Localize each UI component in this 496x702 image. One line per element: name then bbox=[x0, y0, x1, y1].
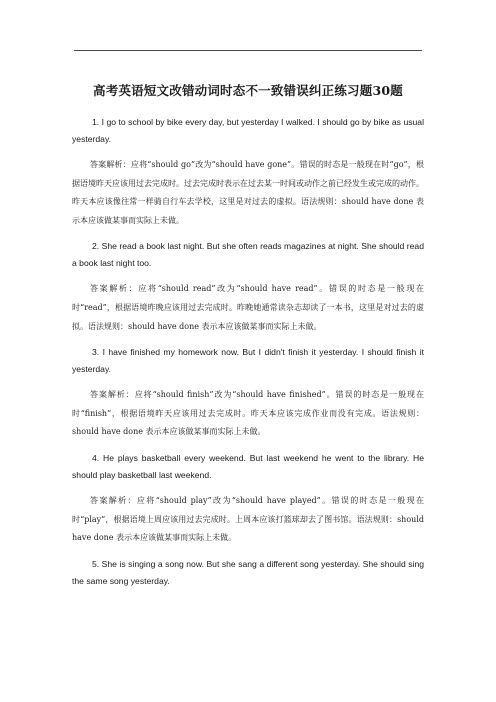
header-rule bbox=[74, 50, 422, 51]
question-1: 1. I go to school by bike every day, but yesterday I walked. I should go by bike as usual yesterday. bbox=[72, 117, 424, 144]
answer-4: 答案解析：应将“should play”改为“should have played”。错误的时态是一般现在时“play”，根据语境上周应该用过去完成时。上周本应该打篮球却去了图书馆。语法规则：should have done 表示本应该做某事而实际上未做。 bbox=[72, 495, 424, 543]
question-5: 5. She is singing a song now. But she sang a different song yesterday. She should sing the same song yesterday. bbox=[72, 558, 424, 586]
document-body bbox=[72, 114, 424, 598]
question-4: 4. He plays basketball every weekend. But last weekend he went to the library. He should play basketball last weekend. bbox=[72, 452, 424, 480]
answer-2: 答案解析：应将“should read”改为“should have read”。错误的时态是一般现在时“read”，根据语境昨晚应该用过去完成时。昨晚她通常读杂志却读了一本书，这里是对过去的虚拟。语法规则：should have done 表示本应该做某事而实际上未做。 bbox=[72, 284, 424, 331]
question-3: 3. I have finished my homework now. But I didn't finish it yesterday. I should finish it yesterday. bbox=[72, 347, 424, 375]
answer-3: 答案解析：应将“should finish”改为“should have finished”。错误的时态是一般现在时“finish”，根据语境昨天应该用过去完成时。昨天本应该完成作业而没有完成。语法规则：should have done 表示本应该做某事而实际上未做。 bbox=[72, 390, 424, 437]
answer-1: 答案解析：应将“should go”改为“should have gone”。错误的时态是一般现在时“go”，根据语境昨天应该用过去完成时。过去完成时表示在过去某一时间或动作之前已经发生或完成的动作。昨天本应该像往常一样骑自行车去学校，这里是对过去的虚拟。语法规则：should have done 表示本应该做某事而实际上未做。 bbox=[72, 160, 424, 225]
question-2: 2. She read a book last night. But she often reads magazines at night. She should read a book last night too. bbox=[72, 241, 424, 269]
document-title: 高考英语短文改错动词时态不一致错误纠正练习题30题 bbox=[93, 83, 403, 98]
